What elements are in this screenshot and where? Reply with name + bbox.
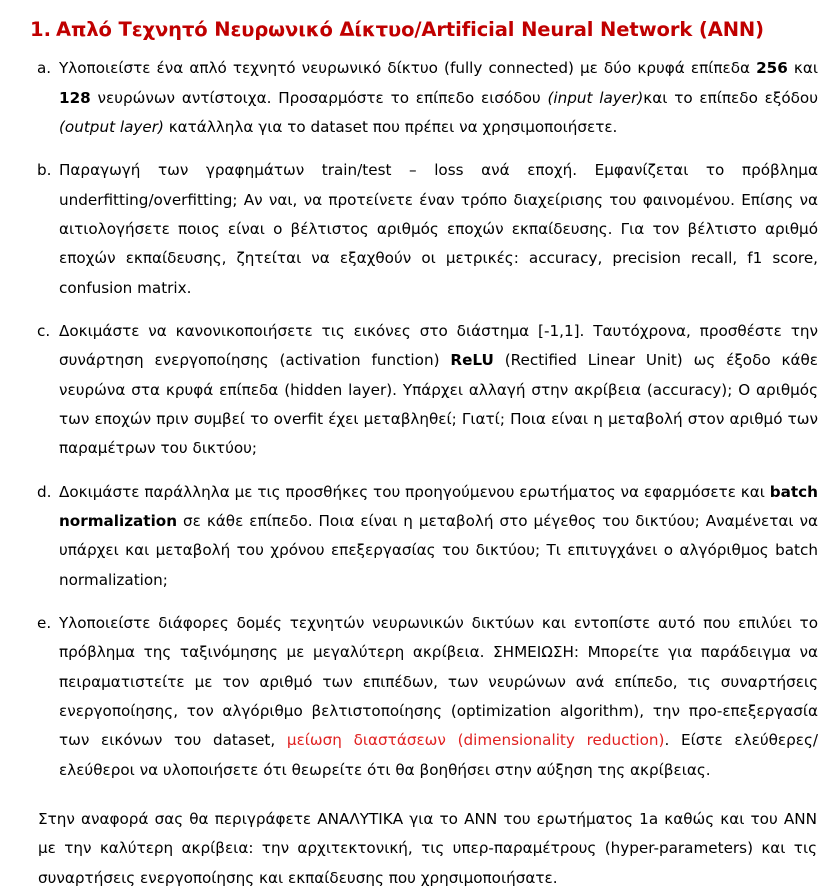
text-run: Δοκιμάστε να κανονικοποιήσετε τις εικόνες στο διάστημα [-1,1]. Ταυτόχρονα, προσθέστε την συνάρτηση ενεργοποίησης (activation function) — [59, 322, 818, 370]
lettered-list — [30, 54, 818, 785]
text-run: και το επίπεδο εξόδου — [643, 88, 818, 107]
text-run: Υλοποιείστε διάφορες δομές τεχνητών νευρωνικών δικτύων και εντοπίστε αυτό που επιλύει το πρόβλημα της ταξινόμησης με μεγαλύτερη ακρίβεια. ΣΗΜΕΙΩΣΗ: Μπορείτε για παράδειγμα να πειραματιστείτε με τον αριθμό των επιπέδων, των νευρώνων ανά επίπεδο, τις συναρτήσεις ενεργοποίησης, τον αλγόριθμο βελτιστοποίησης (optimization algorithm), την προ-επεξεργασία των εικόνων του dataset, — [59, 613, 818, 750]
emphasis-bold: batch normalization — [59, 482, 818, 530]
list-item — [30, 54, 818, 142]
closing-paragraph: Στην αναφορά σας θα περιγράφετε ΑΝΑΛΥΤΙΚΑ για το ANN του ερωτήματος 1a καθώς και του ANN με την καλύτερη ακρίβεια: την αρχιτεκτονική, τις υπερ-παραμέτρους (hyper-parameters) και τις συναρτήσεις ενεργοποίησης και εκπαίδευσης που χρησιμοποιήσατε. — [38, 809, 817, 887]
emphasis-bold: 128 — [59, 88, 91, 107]
list-item-text — [59, 478, 818, 595]
text-run: και — [787, 59, 818, 78]
list-item-text — [59, 54, 818, 142]
text-run: Υλοποιείστε ένα απλό τεχνητό νευρωνικό δίκτυο (fully connected) με δύο κρυφά επίπεδα — [59, 59, 757, 78]
list-item-marker: a. — [37, 59, 52, 78]
text-run: Δοκιμάστε παράλληλα με τις προσθήκες του προηγούμενου ερωτήματος να εφαρμόσετε και — [59, 482, 770, 501]
page-title — [30, 18, 818, 42]
heading-text: Απλό Τεχνητό Νευρωνικό Δίκτυο/Artificial Neural Network (ANN) — [56, 18, 764, 41]
text-run: σε κάθε επίπεδο. Ποια είναι η μεταβολή στο μέγεθος του δικτύου; Αναμένεται να υπάρχει και μεταβολή του χρόνου επεξεργασίας του δικτύου; Τι επιτυγχάνει ο αλγόριθμος batch normalization; — [59, 511, 818, 589]
emphasis-italic: (input layer) — [547, 88, 644, 107]
heading-number: 1. — [30, 18, 51, 41]
text-run: . Είστε ελεύθερες/ελεύθεροι να υλοποιήσετε ότι θεωρείτε ότι θα βοηθήσει στην αύξηση της ακρίβειας. — [59, 731, 818, 779]
highlight-red: μείωση διαστάσεων (dimensionality reduction) — [286, 731, 665, 750]
text-run: (Rectified Linear Unit) ως έξοδο κάθε νευρώνα στα κρυφά επίπεδα (hidden layer). Υπάρχει αλλαγή στην ακρίβεια (accuracy); Ο αριθμός των εποχών πριν συμβεί το overfit έχει μεταβληθεί; Γιατί; Ποια είναι η μεταβολή στον αριθμό των παραμέτρων του δικτύου; — [59, 351, 818, 458]
emphasis-bold: 256 — [756, 59, 788, 78]
list-item-marker: e. — [37, 613, 52, 632]
list-item-text — [59, 317, 818, 464]
list-item — [30, 609, 818, 785]
text-run: Παραγωγή των γραφημάτων train/test – loss ανά εποχή. Εμφανίζεται το πρόβλημα underfitting/overfitting; Αν ναι, να προτείνετε έναν τρόπο διαχείρισης του φαινομένου. Επίσης να αιτιολογήσετε ποιος είναι ο βέλτιστος αριθμός εποχών εκπαίδευσης. Για τον βέλτιστο αριθμό εποχών εκπαίδευσης, ζητείται να εξαχθούν οι μετρικές: accuracy, precision recall, f1 score, confusion matrix. — [59, 161, 818, 297]
list-item-marker: b. — [37, 161, 52, 180]
list-item-marker: c. — [37, 322, 51, 340]
list-item-text — [59, 156, 818, 303]
list-item-text — [59, 609, 818, 785]
list-item-marker: d. — [37, 482, 52, 501]
list-item — [30, 156, 818, 303]
text-run: νευρώνων αντίστοιχα. Προσαρμόστε το επίπεδο εισόδου — [90, 88, 548, 107]
text-run: κατάλληλα για το dataset που πρέπει να χρησιμοποιήσετε. — [163, 118, 618, 137]
emphasis-bold: ReLU — [450, 351, 494, 370]
list-item — [30, 317, 818, 464]
emphasis-italic: (output layer) — [59, 118, 164, 137]
list-item — [30, 478, 818, 595]
